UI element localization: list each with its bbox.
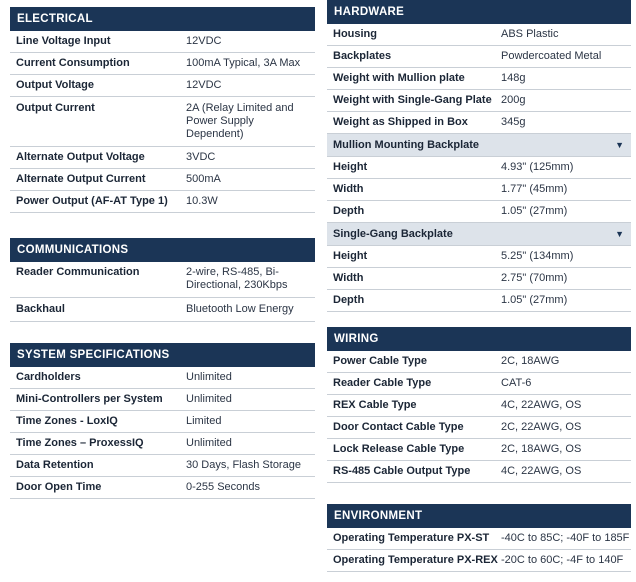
spec-label: Height	[333, 161, 368, 173]
spec-label: Weight with Single-Gang Plate	[333, 94, 492, 106]
spec-label: Output Voltage	[16, 79, 95, 91]
hardware-header: HARDWARE	[327, 0, 631, 24]
table-row	[10, 455, 315, 477]
table-row	[10, 411, 315, 433]
spec-value: 5.25" (134mm)	[501, 250, 574, 262]
spec-value: CAT-6	[501, 377, 532, 389]
spec-value: 1.05" (27mm)	[501, 294, 568, 306]
spec-label: Mini-Controllers per System	[16, 393, 163, 405]
communications-section	[10, 238, 315, 322]
table-row	[10, 53, 315, 75]
spec-label: RS-485 Cable Output Type	[333, 465, 471, 477]
spec-label: Alternate Output Voltage	[16, 151, 145, 163]
table-row	[10, 262, 315, 298]
spec-value: 200g	[501, 94, 526, 106]
table-row	[10, 433, 315, 455]
spec-label: Weight as Shipped in Box	[333, 116, 468, 128]
spec-label: Reader Cable Type	[333, 377, 432, 389]
spec-value: 1.05" (27mm)	[501, 205, 568, 217]
spec-value: 4C, 22AWG, OS	[501, 465, 582, 477]
table-row	[327, 90, 631, 112]
spec-label: Weight with Mullion plate	[333, 72, 465, 84]
spec-value: 2-wire, RS-485, Bi-Directional, 230Kbps	[186, 266, 288, 291]
spec-value: Unlimited	[186, 371, 232, 383]
spec-value: 12VDC	[186, 35, 222, 47]
table-row	[327, 550, 631, 572]
spec-value: 345g	[501, 116, 526, 128]
spec-value: 0-255 Seconds	[186, 481, 260, 493]
table-row	[327, 373, 631, 395]
spec-label: Operating Temperature PX-ST	[333, 532, 490, 544]
table-row	[327, 24, 631, 46]
spec-label: Power Output (AF-AT Type 1)	[16, 195, 168, 207]
spec-value: Bluetooth Low Energy	[186, 303, 294, 315]
spec-label: Output Current	[16, 102, 95, 114]
communications-header: COMMUNICATIONS	[10, 238, 315, 262]
single-gang-backplate-toggle[interactable]	[327, 223, 631, 246]
spec-label: Height	[333, 250, 368, 262]
table-row	[327, 528, 631, 550]
table-row	[10, 147, 315, 169]
spec-value: 500mA	[186, 173, 221, 185]
spec-value: 2C, 18AWG, OS	[501, 443, 582, 455]
spec-value: 2C, 22AWG, OS	[501, 421, 582, 433]
spec-label: Alternate Output Current	[16, 173, 146, 185]
spec-value: 2A (Relay Limited and Power Supply Dependent)	[186, 102, 294, 140]
spec-value: Limited	[186, 415, 222, 427]
mullion-backplate-title: Mullion Mounting Backplate	[333, 139, 480, 151]
spec-label: Door Open Time	[16, 481, 102, 493]
table-row	[327, 351, 631, 373]
spec-label: Backplates	[333, 50, 392, 62]
environment-header: ENVIRONMENT	[327, 504, 631, 528]
system-specifications-header: SYSTEM SPECIFICATIONS	[10, 343, 315, 367]
spec-label: Backhaul	[16, 303, 65, 315]
wiring-section	[327, 327, 631, 483]
spec-label: Housing	[333, 28, 377, 40]
spec-value: 148g	[501, 72, 526, 84]
system-specifications-section	[10, 343, 315, 499]
table-row	[327, 68, 631, 90]
spec-label: Time Zones - LoxIQ	[16, 415, 118, 427]
spec-label: Reader Communication	[16, 266, 140, 278]
table-row	[10, 169, 315, 191]
table-row	[10, 298, 315, 322]
spec-value: 1.77" (45mm)	[501, 183, 568, 195]
hardware-section	[327, 0, 631, 312]
table-row	[327, 157, 631, 179]
table-row	[10, 477, 315, 499]
spec-label: Width	[333, 183, 364, 195]
spec-value: 2.75" (70mm)	[501, 272, 568, 284]
table-row	[327, 439, 631, 461]
spec-value: Powdercoated Metal	[501, 50, 602, 62]
table-row	[10, 75, 315, 97]
table-row	[10, 97, 315, 147]
spec-label: Power Cable Type	[333, 355, 427, 367]
single-gang-backplate-title: Single-Gang Backplate	[333, 228, 453, 240]
spec-value: 3VDC	[186, 151, 216, 163]
table-row	[327, 201, 631, 223]
table-row	[10, 389, 315, 411]
table-row	[327, 179, 631, 201]
spec-label: Time Zones – ProxessIQ	[16, 437, 144, 449]
spec-value: Unlimited	[186, 437, 232, 449]
mullion-backplate-toggle[interactable]	[327, 134, 631, 157]
spec-value: -40C to 85C; -40F to 185F	[501, 532, 630, 544]
spec-value: 30 Days, Flash Storage	[186, 459, 301, 471]
spec-label: Depth	[333, 205, 365, 217]
spec-value: 2C, 18AWG	[501, 355, 560, 367]
table-row	[10, 367, 315, 389]
spec-label: Cardholders	[16, 371, 81, 383]
table-row	[10, 31, 315, 53]
table-row	[327, 268, 631, 290]
table-row	[327, 112, 631, 134]
chevron-down-icon: ▼	[615, 229, 624, 239]
spec-label: REX Cable Type	[333, 399, 417, 411]
spec-value: Unlimited	[186, 393, 232, 405]
table-row	[327, 246, 631, 268]
spec-value: 4.93" (125mm)	[501, 161, 574, 173]
environment-section	[327, 504, 631, 572]
spec-label: Lock Release Cable Type	[333, 443, 465, 455]
spec-label: Door Contact Cable Type	[333, 421, 464, 433]
electrical-header: ELECTRICAL	[10, 7, 315, 31]
table-row	[10, 191, 315, 213]
table-row	[327, 417, 631, 439]
spec-label: Data Retention	[16, 459, 94, 471]
electrical-section	[10, 7, 315, 213]
chevron-down-icon: ▼	[615, 140, 624, 150]
table-row	[327, 395, 631, 417]
spec-value: ABS Plastic	[501, 28, 559, 40]
spec-label: Depth	[333, 294, 365, 306]
wiring-header: WIRING	[327, 327, 631, 351]
table-row	[327, 461, 631, 483]
spec-value: 4C, 22AWG, OS	[501, 399, 582, 411]
table-row	[327, 46, 631, 68]
spec-label: Current Consumption	[16, 57, 130, 69]
spec-label: Width	[333, 272, 364, 284]
spec-value: 100mA Typical, 3A Max	[186, 57, 301, 69]
spec-value: 12VDC	[186, 79, 222, 91]
spec-label: Operating Temperature PX-REX	[333, 554, 498, 566]
spec-label: Line Voltage Input	[16, 35, 111, 47]
spec-value: 10.3W	[186, 195, 218, 207]
spec-value: -20C to 60C; -4F to 140F	[501, 554, 624, 566]
table-row	[327, 290, 631, 312]
